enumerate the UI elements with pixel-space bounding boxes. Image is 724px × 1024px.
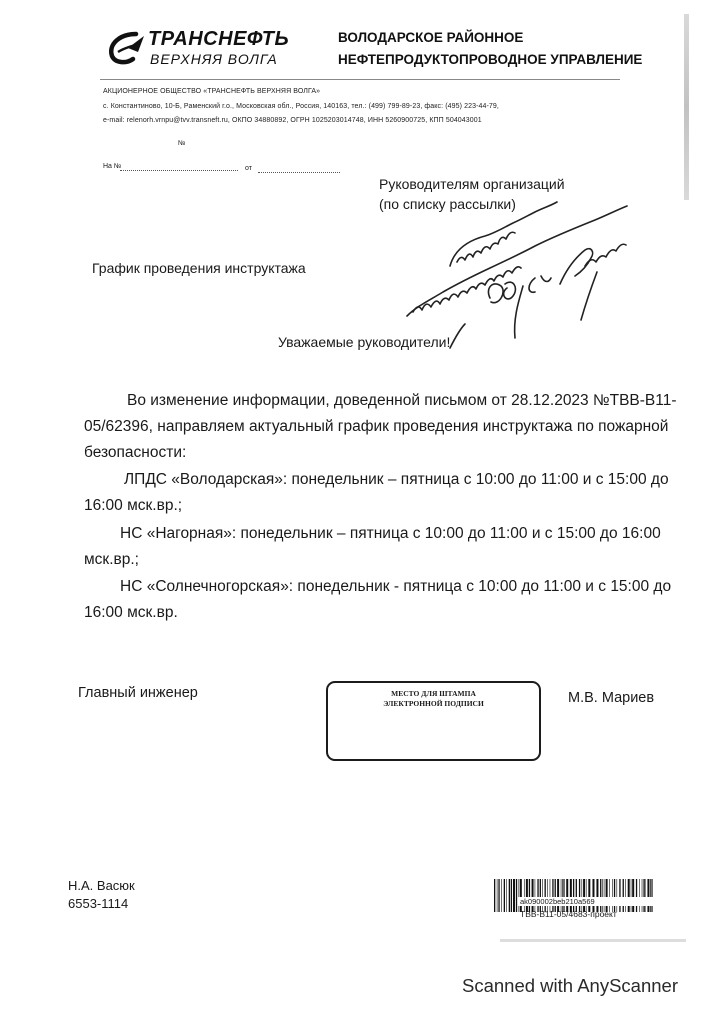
stamp-label-line1: МЕСТО ДЛЯ ШТАМПА: [391, 689, 476, 698]
transneft-logo-icon: [106, 30, 146, 66]
barcode-bar: [529, 879, 530, 912]
barcode-code: ak090002beb210a569: [518, 897, 654, 906]
barcode-bar: [509, 879, 510, 912]
barcode-bar: [573, 879, 574, 912]
barcode-bar: [513, 879, 515, 912]
barcode-bar: [609, 879, 610, 912]
barcode-bar: [650, 879, 651, 912]
barcode-bar: [526, 879, 528, 912]
barcode-bar: [636, 879, 637, 912]
barcode-bar: [557, 879, 559, 912]
requisites-line: с. Константиново, 10-Б, Раменский г.о., Московская обл., Россия, 140163, тел.: (499) 799-89-23, факс: (495) 223-44-79,: [103, 103, 499, 110]
barcode-bar: [545, 879, 546, 912]
barcode-bar: [623, 879, 624, 912]
barcode-bar: [516, 879, 517, 912]
barcode-bar: [619, 879, 620, 912]
signatory-position: Главный инженер: [78, 685, 198, 701]
barcode-bar: [596, 879, 598, 912]
barcode-bar: [600, 879, 601, 912]
barcode-bar: [561, 879, 562, 912]
body-line: НС «Солнечногорская»: понедельник - пятница с 10:00 до 11:00 и с 15:00 до: [120, 578, 672, 595]
barcode-bar: [639, 879, 640, 912]
barcode-bar: [520, 879, 522, 912]
from-date-field: [258, 164, 340, 173]
barcode-bar: [612, 879, 613, 912]
barcode-bar: [550, 879, 551, 912]
body-line: 16:00 мск.вр.;: [84, 497, 183, 514]
stamp-label-line2: ЭЛЕКТРОННОЙ ПОДПИСИ: [383, 699, 484, 708]
barcode-bar: [604, 879, 605, 912]
barcode-bar: [552, 879, 553, 912]
barcode-bar: [632, 879, 634, 912]
body-line: мск.вр.;: [84, 551, 139, 568]
in-reply-number-field: [120, 162, 238, 171]
department-title-line2: НЕФТЕПРОДУКТОПРОВОДНОЕ УПРАВЛЕНИЕ: [338, 52, 643, 67]
barcode-bar: [652, 879, 653, 912]
barcode-bar: [501, 879, 502, 912]
barcode-bar: [647, 879, 649, 912]
department-title-line1: ВОЛОДАРСКОЕ РАЙОННОЕ: [338, 30, 524, 45]
document-barcode: [494, 879, 656, 912]
barcode-bar: [592, 879, 594, 912]
executor-phone: 6553-1114: [68, 896, 129, 911]
barcode-bar: [511, 879, 512, 912]
addressee-line2: (по списку рассылки): [379, 196, 516, 212]
addressee-line1: Руководителям организаций: [379, 176, 565, 192]
header-divider: [100, 79, 620, 80]
barcode-bar: [562, 879, 563, 912]
barcode-bar: [576, 879, 577, 912]
scanner-watermark: Scanned with AnyScanner: [462, 975, 678, 996]
barcode-bar: [535, 879, 536, 912]
barcode-bar: [625, 879, 626, 912]
barcode-caption: ТВВ-В11-05/4683-проект: [520, 909, 617, 919]
brand-subname: ВЕРХНЯЯ ВОЛГА: [150, 51, 278, 67]
body-line: 05/62396, направляем актуальный график проведения инструктажа по пожарной: [84, 418, 669, 435]
barcode-bar: [628, 879, 630, 912]
barcode-bar: [644, 879, 645, 912]
barcode-bar: [606, 879, 608, 912]
barcode-bar: [643, 879, 644, 912]
body-line: Во изменение информации, доведенной письмом от 28.12.2023 №ТВВ-В11-: [127, 392, 677, 409]
barcode-bar: [532, 879, 534, 912]
scan-edge-shadow: [684, 14, 689, 200]
letter-subject: График проведения инструктажа: [92, 260, 306, 276]
barcode-bar: [504, 879, 505, 912]
barcode-bar: [542, 879, 543, 912]
barcode-bar: [631, 879, 632, 912]
signatory-name: М.В. Мариев: [568, 690, 655, 706]
barcode-bar: [494, 879, 495, 912]
barcode-bar: [617, 879, 618, 912]
barcode-bar: [555, 879, 556, 912]
barcode-bar: [579, 879, 580, 912]
barcode-bar: [537, 879, 538, 912]
barcode-bar: [564, 879, 565, 912]
barcode-bar: [582, 879, 583, 912]
barcode-bar: [498, 879, 499, 912]
letter-greeting: Уважаемые руководители!: [278, 334, 451, 350]
body-line: 16:00 мск.вр.: [84, 604, 178, 621]
body-line: НС «Нагорная»: понедельник – пятница с 10:00 до 11:00 и с 15:00 до 16:00: [120, 525, 661, 542]
barcode-bar: [506, 879, 507, 912]
requisites-line: АКЦИОНЕРНОЕ ОБЩЕСТВО «ТРАНСНЕФТЬ ВЕРХНЯЯ ВОЛГА»: [103, 88, 321, 95]
body-line: безопасности:: [84, 444, 187, 461]
barcode-bar: [524, 879, 525, 912]
barcode-bar: [566, 879, 568, 912]
barcode-bar: [547, 879, 548, 912]
electronic-signature-stamp-box: [326, 681, 541, 761]
barcode-bar: [588, 879, 590, 912]
brand-name: ТРАНСНЕФТЬ: [148, 28, 290, 50]
barcode-bar: [540, 879, 541, 912]
barcode-bar: [519, 879, 520, 912]
barcode-bar: [583, 879, 585, 912]
requisites-line: e-mail: relenorh.vrnpu@tvv.transneft.ru, ОКПО 34880892, ОГРН 1025203014748, ИНН 5260900725, КПП 504043001: [103, 117, 482, 124]
barcode-bar: [602, 879, 603, 912]
registration-number-label: №: [178, 140, 186, 147]
barcode-bar: [497, 879, 498, 912]
body-line: ЛПДС «Володарская»: понедельник – пятница с 10:00 до 11:00 и с 15:00 до: [124, 471, 669, 488]
barcode-bar: [586, 879, 587, 912]
scan-edge-shadow: [500, 939, 686, 942]
barcode-bar: [614, 879, 615, 912]
barcode-bar: [570, 879, 572, 912]
executor-name: Н.А. Васюк: [68, 878, 135, 893]
from-date-label: от: [245, 165, 252, 172]
in-reply-label: На №: [103, 163, 122, 170]
barcode-bar: [642, 879, 643, 912]
